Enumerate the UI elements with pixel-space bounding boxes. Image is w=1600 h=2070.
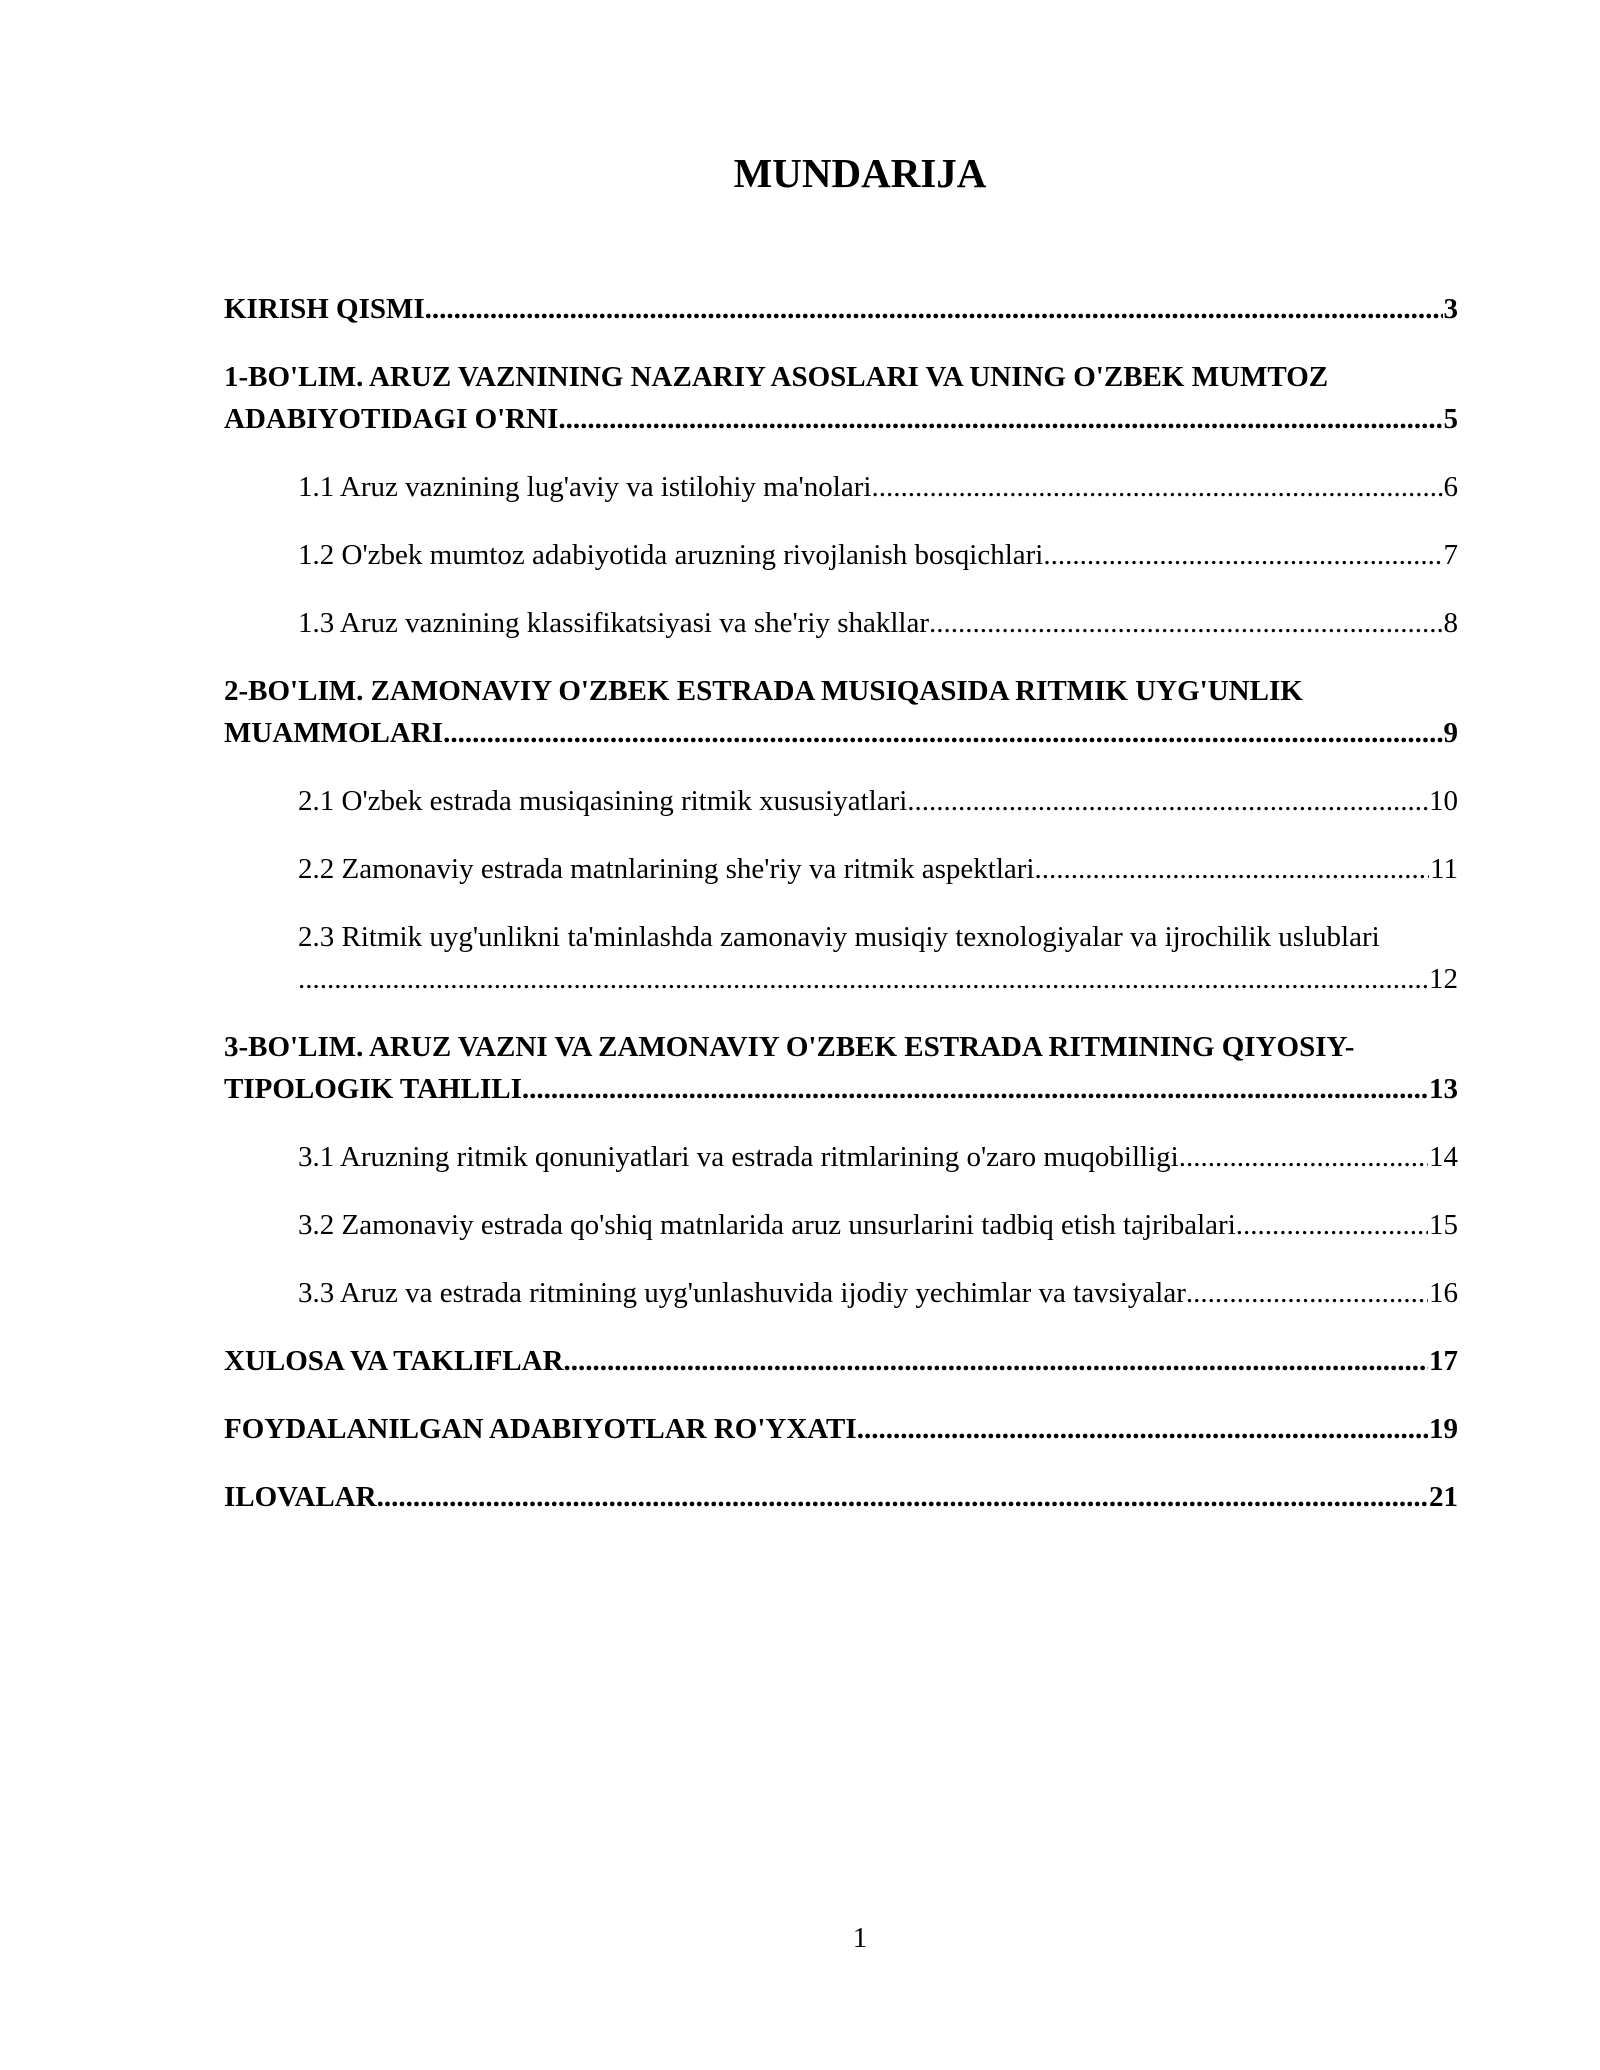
toc-entry-label-line-1: 2.3 Ritmik uyg'unlikni ta'minlashda zamonaviy musiqiy texnologiyalar va ijrochilik uslublari [298,921,1380,953]
toc-entry-page: 13 [1429,1073,1458,1105]
toc-entry-chapter-2[interactable] [224,670,1458,754]
page-title: MUNDARIJA [733,150,987,196]
toc-entry-label: 2.2 Zamonaviy estrada matnlarining she'riy va ritmik aspektlari [298,853,1035,885]
toc-entry-page: 12 [1429,963,1458,995]
toc-entry-label: 3.2 Zamonaviy estrada qo'shiq matnlarida aruz unsurlarini tadbiq etish tajribalari [298,1209,1236,1241]
toc-entry-page: 3 [1443,293,1458,325]
toc-leader-dots [377,1476,1428,1518]
toc-entry-section-2-1[interactable] [224,780,1458,822]
toc-entry-page: 19 [1429,1413,1458,1445]
toc-entry-page: 15 [1429,1209,1458,1241]
toc-entry-section-3-1[interactable] [224,1136,1458,1178]
toc-entry-chapter-1[interactable] [224,356,1458,440]
toc-leader-dots [558,398,1442,440]
toc-entry-label: 1.3 Aruz vaznining klassifikatsiyasi va she'riy shakllar [298,607,930,639]
toc-entry-page: 9 [1443,717,1458,749]
toc-entry-chapter-3[interactable] [224,1026,1458,1110]
toc-entry-section-1-3[interactable] [224,602,1458,644]
toc-entry-references[interactable] [224,1408,1458,1450]
toc-entry-page: 7 [1443,539,1458,571]
toc-leader-dots [907,780,1428,822]
toc-leader-dots [564,1340,1428,1382]
toc-entry-page: 8 [1443,607,1458,639]
toc-entry-conclusion[interactable] [224,1340,1458,1382]
toc-entry-label-line-1: 2-BO'LIM. ZAMONAVIY O'ZBEK ESTRADA MUSIQASIDA RITMIK UYG'UNLIK [224,675,1303,707]
toc-entry-section-3-3[interactable] [224,1272,1458,1314]
toc-entry-page: 16 [1429,1277,1458,1309]
toc-entry-section-2-3[interactable] [224,916,1458,1000]
toc-entry-label: MUAMMOLARI [224,717,444,749]
toc-entry-section-2-2[interactable] [224,848,1458,890]
toc-entry-page: 21 [1429,1481,1458,1513]
toc-entry-label: XULOSA VA TAKLIFLAR [224,1345,564,1377]
toc-entry-label: 1.2 O'zbek mumtoz adabiyotida aruzning rivojlanish bosqichlari [298,539,1044,571]
toc-entry-page: 6 [1443,471,1458,503]
toc-entry-page: 10 [1429,785,1458,817]
table-of-contents [224,288,1458,1544]
toc-entry-label: 2.1 O'zbek estrada musiqasining ritmik xususiyatlari [298,785,908,817]
toc-entry-label: 3.3 Aruz va estrada ritmining uyg'unlashuvida ijodiy yechimlar va tavsiyalar [298,1277,1186,1309]
toc-entry-label: FOYDALANILGAN ADABIYOTLAR RO'YXATI [224,1413,857,1445]
toc-leader-dots [1179,1136,1428,1178]
toc-leader-dots [1043,534,1442,576]
toc-entry-label-line-1: 1-BO'LIM. ARUZ VAZNINING NAZARIY ASOSLARI VA UNING O'ZBEK MUMTOZ [224,361,1329,393]
toc-entry-label: 1.1 Aruz vaznining lug'aviy va istilohiy ma'nolari [298,471,872,503]
toc-leader-dots [1236,1204,1428,1246]
toc-entry-section-1-1[interactable] [224,466,1458,508]
toc-entry-label-line-1: 3-BO'LIM. ARUZ VAZNI VA ZAMONAVIY O'ZBEK ESTRADA RITMINING QIYOSIY- [224,1031,1355,1063]
toc-entry-page: 5 [1443,403,1458,435]
toc-entry-introduction[interactable] [224,288,1458,330]
toc-entry-section-1-2[interactable] [224,534,1458,576]
toc-leader-dots [1034,848,1429,890]
toc-leader-dots [298,958,1428,1000]
toc-entry-page: 17 [1429,1345,1458,1377]
toc-leader-dots [857,1408,1428,1450]
toc-leader-dots [1186,1272,1428,1314]
page-number: 1 [852,1922,868,1954]
toc-leader-dots [443,712,1442,754]
toc-leader-dots [522,1068,1428,1110]
toc-entry-label: ILOVALAR [224,1481,377,1513]
toc-entry-page: 14 [1429,1141,1458,1173]
toc-entry-section-3-2[interactable] [224,1204,1458,1246]
toc-entry-label: KIRISH QISMI [224,293,425,325]
toc-leader-dots [929,602,1442,644]
toc-entry-label: ADABIYOTIDAGI O'RNI [224,403,559,435]
toc-leader-dots [425,288,1443,330]
toc-leader-dots [871,466,1442,508]
toc-entry-page: 11 [1430,853,1458,885]
toc-entry-appendices[interactable] [224,1476,1458,1518]
toc-entry-label: 3.1 Aruzning ritmik qonuniyatlari va estrada ritmlarining o'zaro muqobilligi [298,1141,1179,1173]
toc-entry-label: TIPOLOGIK TAHLILI [224,1073,522,1105]
